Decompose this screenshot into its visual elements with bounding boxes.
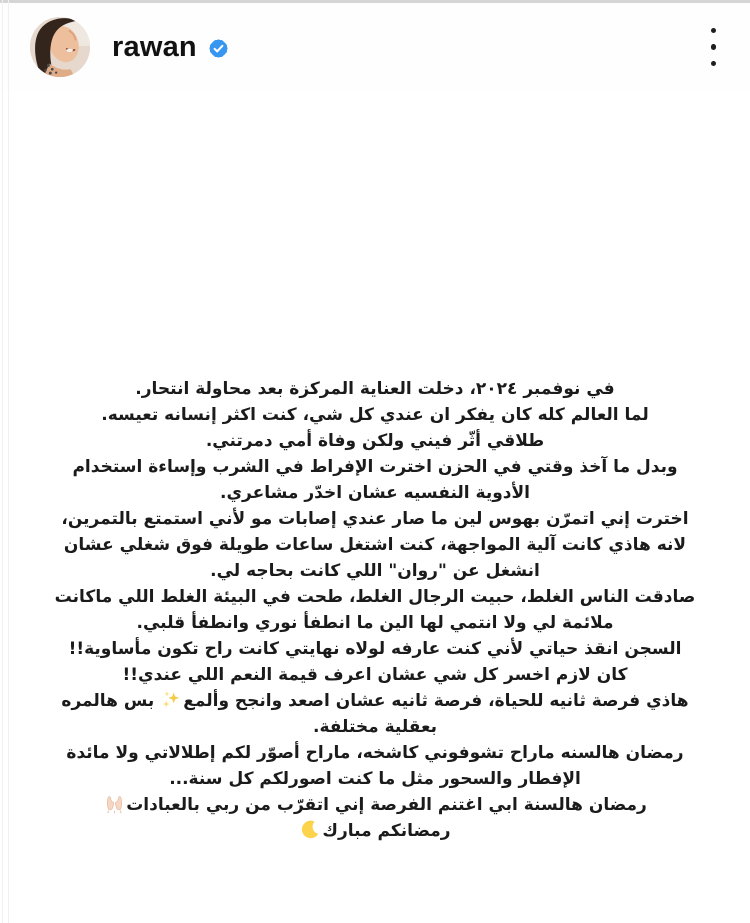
left-edge-hairline — [8, 0, 9, 923]
post-text-segment: رمضان هالسنة ابي اغتنم الفرصة إني اتقرّب من ربي بالعبادات — [126, 795, 647, 815]
post-text-segment: رمضانكم مبارك — [322, 821, 451, 841]
post-text-segment: السجن انقذ حياتي لأني كنت عارفه لولاه نهايتي كانت راح تكون مأساوية!! — [68, 639, 682, 659]
post-text-segment: لما العالم كله كان يفكر ان عندي كل شي، كنت اكثر إنسانه تعيسه. — [101, 405, 649, 425]
username-row — [112, 31, 230, 64]
post-line — [47, 506, 703, 584]
post-line — [47, 662, 703, 688]
post-text-segment: صادقت الناس الغلط، حبيت الرجال الغلط، طحت في البيئة الغلط اللي ماكانت ملائمة لي ولا انتمي لها الين ما انطفأ نوري وانطفأ قلبي. — [54, 587, 696, 633]
post-header — [0, 3, 750, 91]
raised-hands-icon — [104, 793, 125, 814]
post-line — [47, 454, 703, 506]
avatar-photo — [30, 17, 90, 77]
kebab-dot — [711, 44, 717, 50]
post-line — [47, 584, 703, 636]
post-text-segment: هاذي فرصة ثانيه للحياة، فرصة ثانيه عشان اصعد وانجح وألمع — [183, 691, 689, 711]
post-line — [47, 402, 703, 428]
post-text-segment: وبدل ما آخذ وقتي في الحزن اخترت الإفراط في الشرب وإساءة استخدام الأدوية النفسيه عشان اخدّر مشاعري. — [72, 457, 678, 503]
post-image[interactable] — [0, 91, 750, 923]
post-text-segment: كان لازم اخسر كل شي عشان اعرف قيمة النعم اللي عندي!! — [122, 665, 628, 685]
avatar[interactable] — [30, 17, 90, 77]
post-text-block — [47, 91, 703, 844]
post-text-segment: في نوفمبر ٢٠٢٤، دخلت العناية المركزة بعد محاولة انتحار. — [135, 379, 615, 399]
left-edge-hairline — [2, 0, 3, 923]
kebab-dot — [711, 28, 717, 34]
post-line — [47, 792, 703, 818]
verified-badge-icon — [207, 37, 230, 60]
post-text-segment: بس هالمره بعقلية مختلفة. — [61, 691, 437, 737]
more-options-button[interactable] — [707, 22, 721, 73]
post-text-segment: اخترت إني اتمرّن بهوس لين ما صار عندي إصابات مو لأني استمتع بالتمرين، لانه هاذي كانت آلية المواجهة، كنت اشتغل ساعات طويلة فوق شغلي عشان انشغل عن "روان" اللي كانت بحاجه لي. — [61, 509, 689, 581]
username[interactable]: rawan — [112, 30, 197, 63]
post-line — [47, 636, 703, 662]
sparkles-icon — [161, 689, 182, 710]
post-text-segment: رمضان هالسنه ماراح تشوفوني كاشخه، ماراح أصوّر لكم إطلالاتي ولا مائدة الإفطار والسحور مثل ما كنت اصورلكم كل سنة... — [66, 743, 684, 789]
crescent-moon-icon — [300, 819, 321, 840]
post-line — [47, 818, 703, 844]
post-text-segment: طلاقي أثّر فيني ولكن وفاة أمي دمرتني. — [205, 431, 545, 451]
kebab-dot — [711, 61, 717, 67]
post-line — [47, 688, 703, 740]
post-line — [47, 376, 703, 402]
post-line — [47, 740, 703, 792]
post-line — [47, 428, 703, 454]
